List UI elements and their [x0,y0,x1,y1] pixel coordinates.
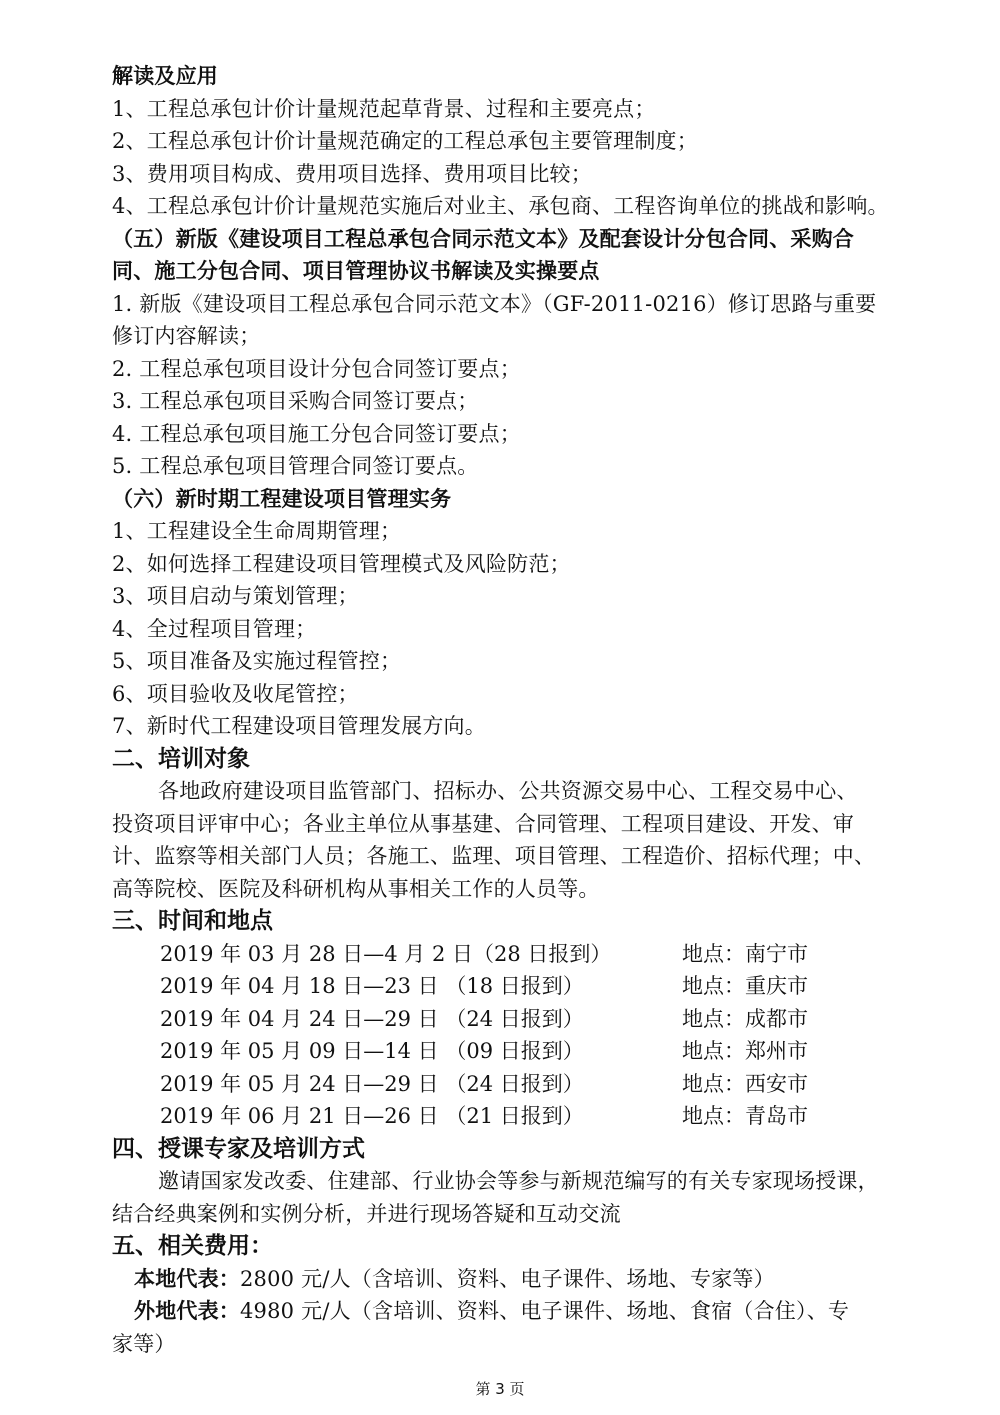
paragraph-line: 计、监察等相关部门人员；各施工、监理、项目管理、工程造价、招标代理；中、 [112,844,876,868]
section-title-interpretation: 解读及应用 [112,63,218,88]
schedule-date: 2019 年 04 月 18 日—23 日 （18 日报到） [160,974,584,998]
list-item: 2、工程总承包计价计量规范确定的工程总承包主要管理制度； [112,129,698,153]
schedule-row [112,938,962,971]
schedule-heading: 三、时间和地点 [112,907,273,934]
schedule-date: 2019 年 04 月 24 日—29 日 （24 日报到） [160,1006,584,1031]
fee-local-text: 2800 元/人（含培训、资料、电子课件、场地、专家等） [240,1266,775,1291]
list-item: 3. 工程总承包项目采购合同签订要点； [112,389,479,413]
section-five-title-line1: （五）新版《建设项目工程总承包合同示范文本》及配套设计分包合同、采购合 [112,225,854,251]
paragraph-line: 高等院校、医院及科研机构从事相关工作的人员等。 [112,876,600,901]
schedule-date: 2019 年 06 月 21 日—26 日 （21 日报到） [160,1104,584,1128]
fee-local [112,1263,962,1296]
list-item: 4、全过程项目管理； [112,616,317,641]
paragraph-line: 投资项目评审中心；各业主单位从事基建、合同管理、工程项目建设、开发、审 [112,811,854,836]
fee-outside-continuation: 家等） [112,1331,176,1356]
fee-outside [112,1295,962,1328]
schedule-location: 地点：南宁市 [682,941,808,966]
section-five-title-line2: 同、施工分包合同、项目管理协议书解读及实操要点 [112,258,600,283]
page-content [112,60,962,1360]
list-item: 5. 工程总承包项目管理合同签订要点。 [112,454,479,478]
list-item: 6、项目验收及收尾管控； [112,681,359,706]
schedule-location: 地点：西安市 [682,1071,808,1096]
list-item: 5、项目准备及实施过程管控； [112,649,402,673]
schedule-row [112,970,962,1003]
schedule-row [112,1068,962,1101]
experts-heading: 四、授课专家及培训方式 [112,1134,365,1162]
schedule-location: 地点：青岛市 [682,1104,808,1128]
section-six-title: （六）新时期工程建设项目管理实务 [112,485,452,511]
schedule-date: 2019 年 05 月 09 日—14 日 （09 日报到） [160,1039,584,1063]
list-item: 1. 新版《建设项目工程总承包合同示范文本》（GF-2011-0216）修订思路与重要 [112,291,877,316]
schedule-row [112,1003,962,1036]
schedule-date: 2019 年 03 月 28 日—4 月 2 日（28 日报到） [160,941,612,966]
paragraph-line: 结合经典案例和实例分析，并进行现场答疑和互动交流 [112,1201,621,1226]
paragraph-line: 各地政府建设项目监管部门、招标办、公共资源交易中心、工程交易中心、 [158,779,858,803]
schedule-location: 地点：郑州市 [682,1039,808,1063]
list-item: 1、工程总承包计价计量规范起草背景、过程和主要亮点； [112,96,656,121]
list-item: 2. 工程总承包项目设计分包合同签订要点； [112,356,521,381]
fee-outside-label: 外地代表： [134,1298,240,1323]
fee-outside-text: 4980 元/人（含培训、资料、电子课件、场地、食宿（合住）、专 [240,1299,850,1323]
list-item: 4、工程总承包计价计量规范实施后对业主、承包商、工程咨询单位的挑战和影响。 [112,194,889,218]
list-item: 1、工程建设全生命周期管理； [112,519,402,543]
list-item: 3、费用项目构成、费用项目选择、费用项目比较； [112,161,592,186]
fees-heading: 五、相关费用： [112,1232,273,1259]
fee-local-label: 本地代表： [134,1265,240,1291]
schedule-location: 地点：成都市 [682,1006,808,1031]
list-item: 4. 工程总承包项目施工分包合同签订要点； [112,421,521,446]
list-item: 3、项目启动与策划管理； [112,584,359,608]
list-item: 2、如何选择工程建设项目管理模式及风险防范； [112,551,571,576]
schedule-location: 地点：重庆市 [682,974,808,998]
list-item: 7、新时代工程建设项目管理发展方向。 [112,714,486,738]
list-item-continuation: 修订内容解读； [112,324,261,348]
paragraph-line: 邀请国家发改委、住建部、行业协会等参与新规范编写的有关专家现场授课， [158,1169,879,1193]
schedule-date: 2019 年 05 月 24 日—29 日 （24 日报到） [160,1071,584,1096]
schedule-row [112,1035,962,1068]
training-targets-heading: 二、培训对象 [112,744,250,772]
page-number: 第 3 页 [475,1380,525,1398]
schedule-row [112,1100,962,1133]
